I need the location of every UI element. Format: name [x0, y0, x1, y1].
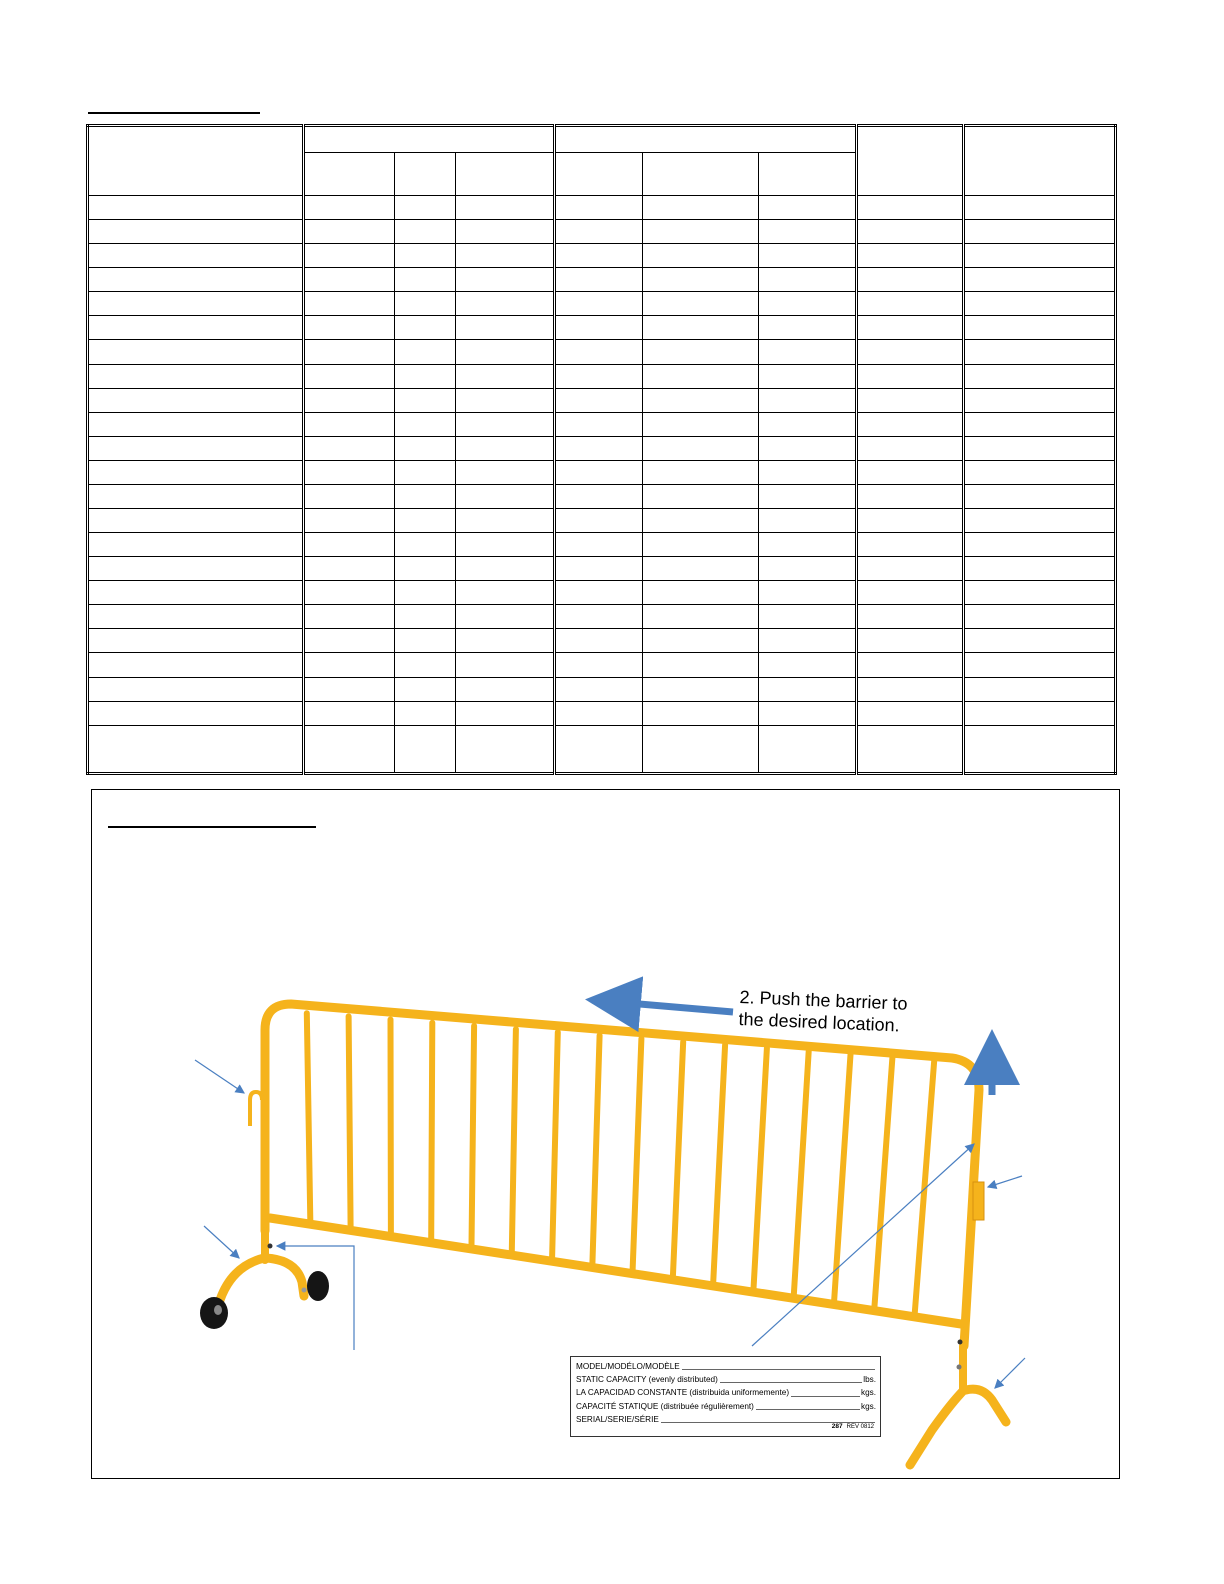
table-cell: [304, 509, 395, 533]
table-cell: [555, 316, 643, 340]
table-cell: [395, 196, 456, 220]
label-static-capacity: STATIC CAPACITY (evenly distributed): [576, 1375, 718, 1385]
table-cell: [456, 316, 555, 340]
barrier-bar: [874, 1058, 892, 1308]
barrier-bar: [633, 1039, 642, 1271]
table-subheader-cell: [643, 153, 759, 196]
table-subheader-cell: [759, 153, 857, 196]
table-cell: [964, 653, 1116, 677]
table-cell: [643, 677, 759, 701]
table-cell: [395, 533, 456, 557]
table-cell: [555, 244, 643, 268]
wheel-rear: [307, 1271, 329, 1301]
barrier-bar: [552, 1032, 558, 1257]
table-header-cell: [304, 126, 555, 153]
table-cell: [395, 509, 456, 533]
table-row: [88, 725, 1116, 773]
table-cell: [643, 388, 759, 412]
table-cell: [857, 605, 964, 629]
spec-table: [86, 124, 1117, 775]
operating-instructions-panel: [91, 789, 1120, 1479]
label-serial: SERIAL/SERIE/SÉRIE: [576, 1414, 659, 1424]
table-row: [88, 244, 1116, 268]
barrier-bar: [431, 1023, 432, 1239]
table-cell: [964, 412, 1116, 436]
table-cell: [555, 509, 643, 533]
table-cell: [759, 653, 857, 677]
table-cell: [759, 557, 857, 581]
table-cell: [643, 629, 759, 653]
table-row: [88, 316, 1116, 340]
table-cell: [964, 533, 1116, 557]
table-cell: [857, 244, 964, 268]
table-cell: [964, 196, 1116, 220]
table-cell: [456, 412, 555, 436]
table-row: [88, 292, 1116, 316]
table-cell: [555, 653, 643, 677]
barrier-bar: [472, 1026, 475, 1245]
table-cell: [555, 340, 643, 364]
table-cell: [88, 364, 304, 388]
table-cell: [857, 725, 964, 773]
table-cell: [456, 725, 555, 773]
table-cell: [395, 677, 456, 701]
table-cell: [395, 725, 456, 773]
table-cell: [643, 581, 759, 605]
table-cell: [395, 581, 456, 605]
table-row: [88, 557, 1116, 581]
table-row: [88, 220, 1116, 244]
table-cell: [964, 244, 1116, 268]
barrier-frame: [265, 1004, 979, 1390]
table-cell: [395, 268, 456, 292]
label-code: 287: [831, 1422, 843, 1430]
table-row: [88, 701, 1116, 725]
table-cell: [88, 412, 304, 436]
table-cell: [857, 701, 964, 725]
table-row: [88, 653, 1116, 677]
table-cell: [759, 388, 857, 412]
table-cell: [88, 268, 304, 292]
step2-line2: the desired location.: [738, 1008, 901, 1036]
table-cell: [456, 581, 555, 605]
table-cell: [555, 388, 643, 412]
barrier-bar: [754, 1048, 767, 1289]
table-cell: [857, 268, 964, 292]
table-cell: [964, 340, 1116, 364]
table-row: [88, 388, 1116, 412]
table-cell: [643, 196, 759, 220]
table-header-cell: [857, 126, 964, 196]
step2-instruction: [738, 986, 908, 1037]
table-cell: [759, 484, 857, 508]
table-cell: [395, 460, 456, 484]
table-cell: [555, 484, 643, 508]
table-row: [88, 340, 1116, 364]
table-cell: [857, 292, 964, 316]
table-cell: [88, 292, 304, 316]
table-cell: [555, 725, 643, 773]
table-cell: [456, 484, 555, 508]
table-cell: [395, 244, 456, 268]
table-cell: [964, 220, 1116, 244]
table-header-cell: [555, 126, 857, 153]
table-cell: [759, 244, 857, 268]
table-cell: [395, 557, 456, 581]
table-cell: [304, 412, 395, 436]
table-cell: [304, 316, 395, 340]
table-cell: [857, 412, 964, 436]
table-cell: [857, 557, 964, 581]
table-row: [88, 605, 1116, 629]
table-cell: [395, 484, 456, 508]
table-cell: [964, 364, 1116, 388]
table-cell: [304, 220, 395, 244]
table-cell: [304, 292, 395, 316]
table-row: [88, 460, 1116, 484]
table-cell: [964, 557, 1116, 581]
table-cell: [88, 653, 304, 677]
table-cell: [555, 460, 643, 484]
table-cell: [304, 653, 395, 677]
table-cell: [555, 268, 643, 292]
table-row: [88, 677, 1116, 701]
table-row: [88, 629, 1116, 653]
table-cell: [88, 436, 304, 460]
table-cell: [395, 436, 456, 460]
table-cell: [857, 581, 964, 605]
table-cell: [759, 460, 857, 484]
barrier-bar: [794, 1051, 809, 1295]
table-cell: [456, 340, 555, 364]
table-cell: [857, 220, 964, 244]
table-cell: [964, 292, 1116, 316]
table-cell: [555, 629, 643, 653]
table-cell: [88, 701, 304, 725]
table-cell: [643, 701, 759, 725]
table-row: [88, 412, 1116, 436]
table-row: [88, 484, 1116, 508]
table-cell: [456, 364, 555, 388]
table-cell: [759, 268, 857, 292]
table-cell: [759, 677, 857, 701]
table-cell: [395, 388, 456, 412]
table-cell: [964, 268, 1116, 292]
table-cell: [857, 484, 964, 508]
table-row: [88, 509, 1116, 533]
table-cell: [88, 388, 304, 412]
table-cell: [759, 533, 857, 557]
table-cell: [88, 244, 304, 268]
table-cell: [643, 460, 759, 484]
table-cell: [643, 364, 759, 388]
table-cell: [643, 557, 759, 581]
table-cell: [643, 220, 759, 244]
table-cell: [555, 557, 643, 581]
table-cell: [304, 533, 395, 557]
table-subheader-cell: [304, 153, 395, 196]
table-cell: [643, 412, 759, 436]
connector-tab: [973, 1182, 984, 1220]
table-cell: [456, 268, 555, 292]
table-cell: [759, 605, 857, 629]
table-cell: [555, 701, 643, 725]
label-lbs-unit: lbs.: [863, 1375, 876, 1385]
barrier-bar: [307, 1013, 311, 1220]
table-cell: [643, 725, 759, 773]
table-cell: [555, 220, 643, 244]
table-cell: [304, 340, 395, 364]
table-cell: [304, 557, 395, 581]
table-cell: [88, 533, 304, 557]
table-cell: [304, 364, 395, 388]
table-cell: [857, 677, 964, 701]
table-cell: [88, 677, 304, 701]
table-cell: [88, 484, 304, 508]
label-kgs-unit-1: kgs.: [860, 1388, 876, 1398]
table-cell: [857, 388, 964, 412]
table-cell: [857, 364, 964, 388]
table-cell: [88, 460, 304, 484]
table-cell: [643, 340, 759, 364]
table-cell: [456, 533, 555, 557]
table-cell: [555, 677, 643, 701]
label-kgs-unit-2: kgs.: [860, 1401, 876, 1411]
label-capacite: CAPACITÉ STATIQUE (distribuée régulièrement): [576, 1401, 754, 1411]
label-rev: REV 0812: [846, 1423, 874, 1430]
table-cell: [759, 436, 857, 460]
table-cell: [456, 436, 555, 460]
table-cell: [643, 605, 759, 629]
table-cell: [456, 292, 555, 316]
table-cell: [456, 557, 555, 581]
table-cell: [555, 292, 643, 316]
table-cell: [395, 340, 456, 364]
table-cell: [643, 292, 759, 316]
barrier-bar: [512, 1029, 516, 1251]
table-cell: [964, 725, 1116, 773]
table-cell: [304, 581, 395, 605]
table-cell: [555, 196, 643, 220]
table-subheader-cell: [555, 153, 643, 196]
table-cell: [304, 605, 395, 629]
table-cell: [759, 412, 857, 436]
table-cell: [88, 509, 304, 533]
table-cell: [759, 316, 857, 340]
table-cell: [759, 292, 857, 316]
table-cell: [304, 436, 395, 460]
table-cell: [857, 533, 964, 557]
table-cell: [759, 509, 857, 533]
table-cell: [395, 412, 456, 436]
table-cell: [643, 653, 759, 677]
table-cell: [395, 629, 456, 653]
table-cell: [857, 196, 964, 220]
table-cell: [456, 605, 555, 629]
table-cell: [304, 196, 395, 220]
table-cell: [964, 484, 1116, 508]
table-cell: [555, 581, 643, 605]
table-cell: [759, 629, 857, 653]
table-cell: [456, 629, 555, 653]
table-cell: [456, 244, 555, 268]
table-cell: [759, 196, 857, 220]
table-cell: [88, 557, 304, 581]
table-cell: [964, 629, 1116, 653]
barrier-bar: [713, 1045, 725, 1283]
label-capacidad: LA CAPACIDAD CONSTANTE (distribuida uniformemente): [576, 1388, 790, 1398]
table-cell: [304, 484, 395, 508]
table-cell: [456, 196, 555, 220]
barrier-bar: [592, 1035, 599, 1264]
table-cell: [964, 509, 1116, 533]
table-cell: [964, 581, 1116, 605]
table-row: [88, 581, 1116, 605]
table-cell: [88, 340, 304, 364]
table-header-cell: [88, 126, 304, 196]
spec-heading-underline: [88, 112, 260, 114]
table-subheader-cell: [456, 153, 555, 196]
table-cell: [304, 629, 395, 653]
table-cell: [964, 436, 1116, 460]
hook: [250, 1092, 262, 1126]
table-cell: [304, 701, 395, 725]
table-cell: [857, 629, 964, 653]
table-cell: [857, 340, 964, 364]
foot-base: [910, 1340, 1006, 1466]
table-cell: [643, 509, 759, 533]
table-cell: [643, 533, 759, 557]
table-cell: [555, 364, 643, 388]
barrier-bar: [915, 1061, 935, 1314]
table-cell: [759, 725, 857, 773]
table-cell: [456, 460, 555, 484]
table-cell: [456, 509, 555, 533]
table-cell: [857, 316, 964, 340]
table-cell: [964, 460, 1116, 484]
table-cell: [88, 316, 304, 340]
table-cell: [643, 316, 759, 340]
table-cell: [643, 268, 759, 292]
table-cell: [88, 581, 304, 605]
table-cell: [395, 605, 456, 629]
table-row: [88, 364, 1116, 388]
table-cell: [857, 460, 964, 484]
table-cell: [304, 460, 395, 484]
table-cell: [964, 605, 1116, 629]
table-cell: [555, 412, 643, 436]
table-cell: [964, 701, 1116, 725]
table-cell: [304, 677, 395, 701]
table-cell: [857, 436, 964, 460]
label-model: MODEL/MODÉLO/MODÈLE: [576, 1362, 680, 1371]
barrier-bar: [349, 1016, 351, 1226]
table-cell: [643, 244, 759, 268]
table-cell: [456, 677, 555, 701]
table-cell: [964, 388, 1116, 412]
table-cell: [456, 220, 555, 244]
table-cell: [304, 268, 395, 292]
table-cell: [395, 292, 456, 316]
wheel-base: [200, 1244, 329, 1330]
table-subheader-cell: [395, 153, 456, 196]
capacity-label: [570, 1356, 881, 1437]
table-cell: [964, 677, 1116, 701]
table-cell: [759, 581, 857, 605]
table-cell: [88, 605, 304, 629]
table-cell: [395, 316, 456, 340]
table-cell: [88, 629, 304, 653]
step2-line1: 2. Push the barrier to: [739, 986, 908, 1014]
table-cell: [964, 316, 1116, 340]
table-cell: [643, 484, 759, 508]
wheel-front: [200, 1297, 228, 1329]
table-cell: [88, 220, 304, 244]
table-header-cell: [964, 126, 1116, 196]
table-row: [88, 436, 1116, 460]
table-row: [88, 533, 1116, 557]
table-cell: [395, 653, 456, 677]
table-cell: [304, 388, 395, 412]
table-cell: [456, 653, 555, 677]
table-cell: [857, 653, 964, 677]
table-cell: [304, 725, 395, 773]
table-cell: [759, 220, 857, 244]
table-row: [88, 196, 1116, 220]
table-cell: [555, 605, 643, 629]
table-row: [88, 268, 1116, 292]
table-cell: [88, 725, 304, 773]
table-cell: [88, 196, 304, 220]
table-cell: [456, 701, 555, 725]
table-cell: [395, 220, 456, 244]
table-cell: [555, 436, 643, 460]
table-cell: [759, 701, 857, 725]
table-cell: [857, 509, 964, 533]
table-cell: [555, 533, 643, 557]
table-cell: [304, 244, 395, 268]
table-cell: [759, 340, 857, 364]
barrier-bar: [673, 1042, 683, 1277]
table-cell: [395, 364, 456, 388]
table-cell: [456, 388, 555, 412]
table-cell: [643, 436, 759, 460]
table-cell: [395, 701, 456, 725]
table-cell: [759, 364, 857, 388]
